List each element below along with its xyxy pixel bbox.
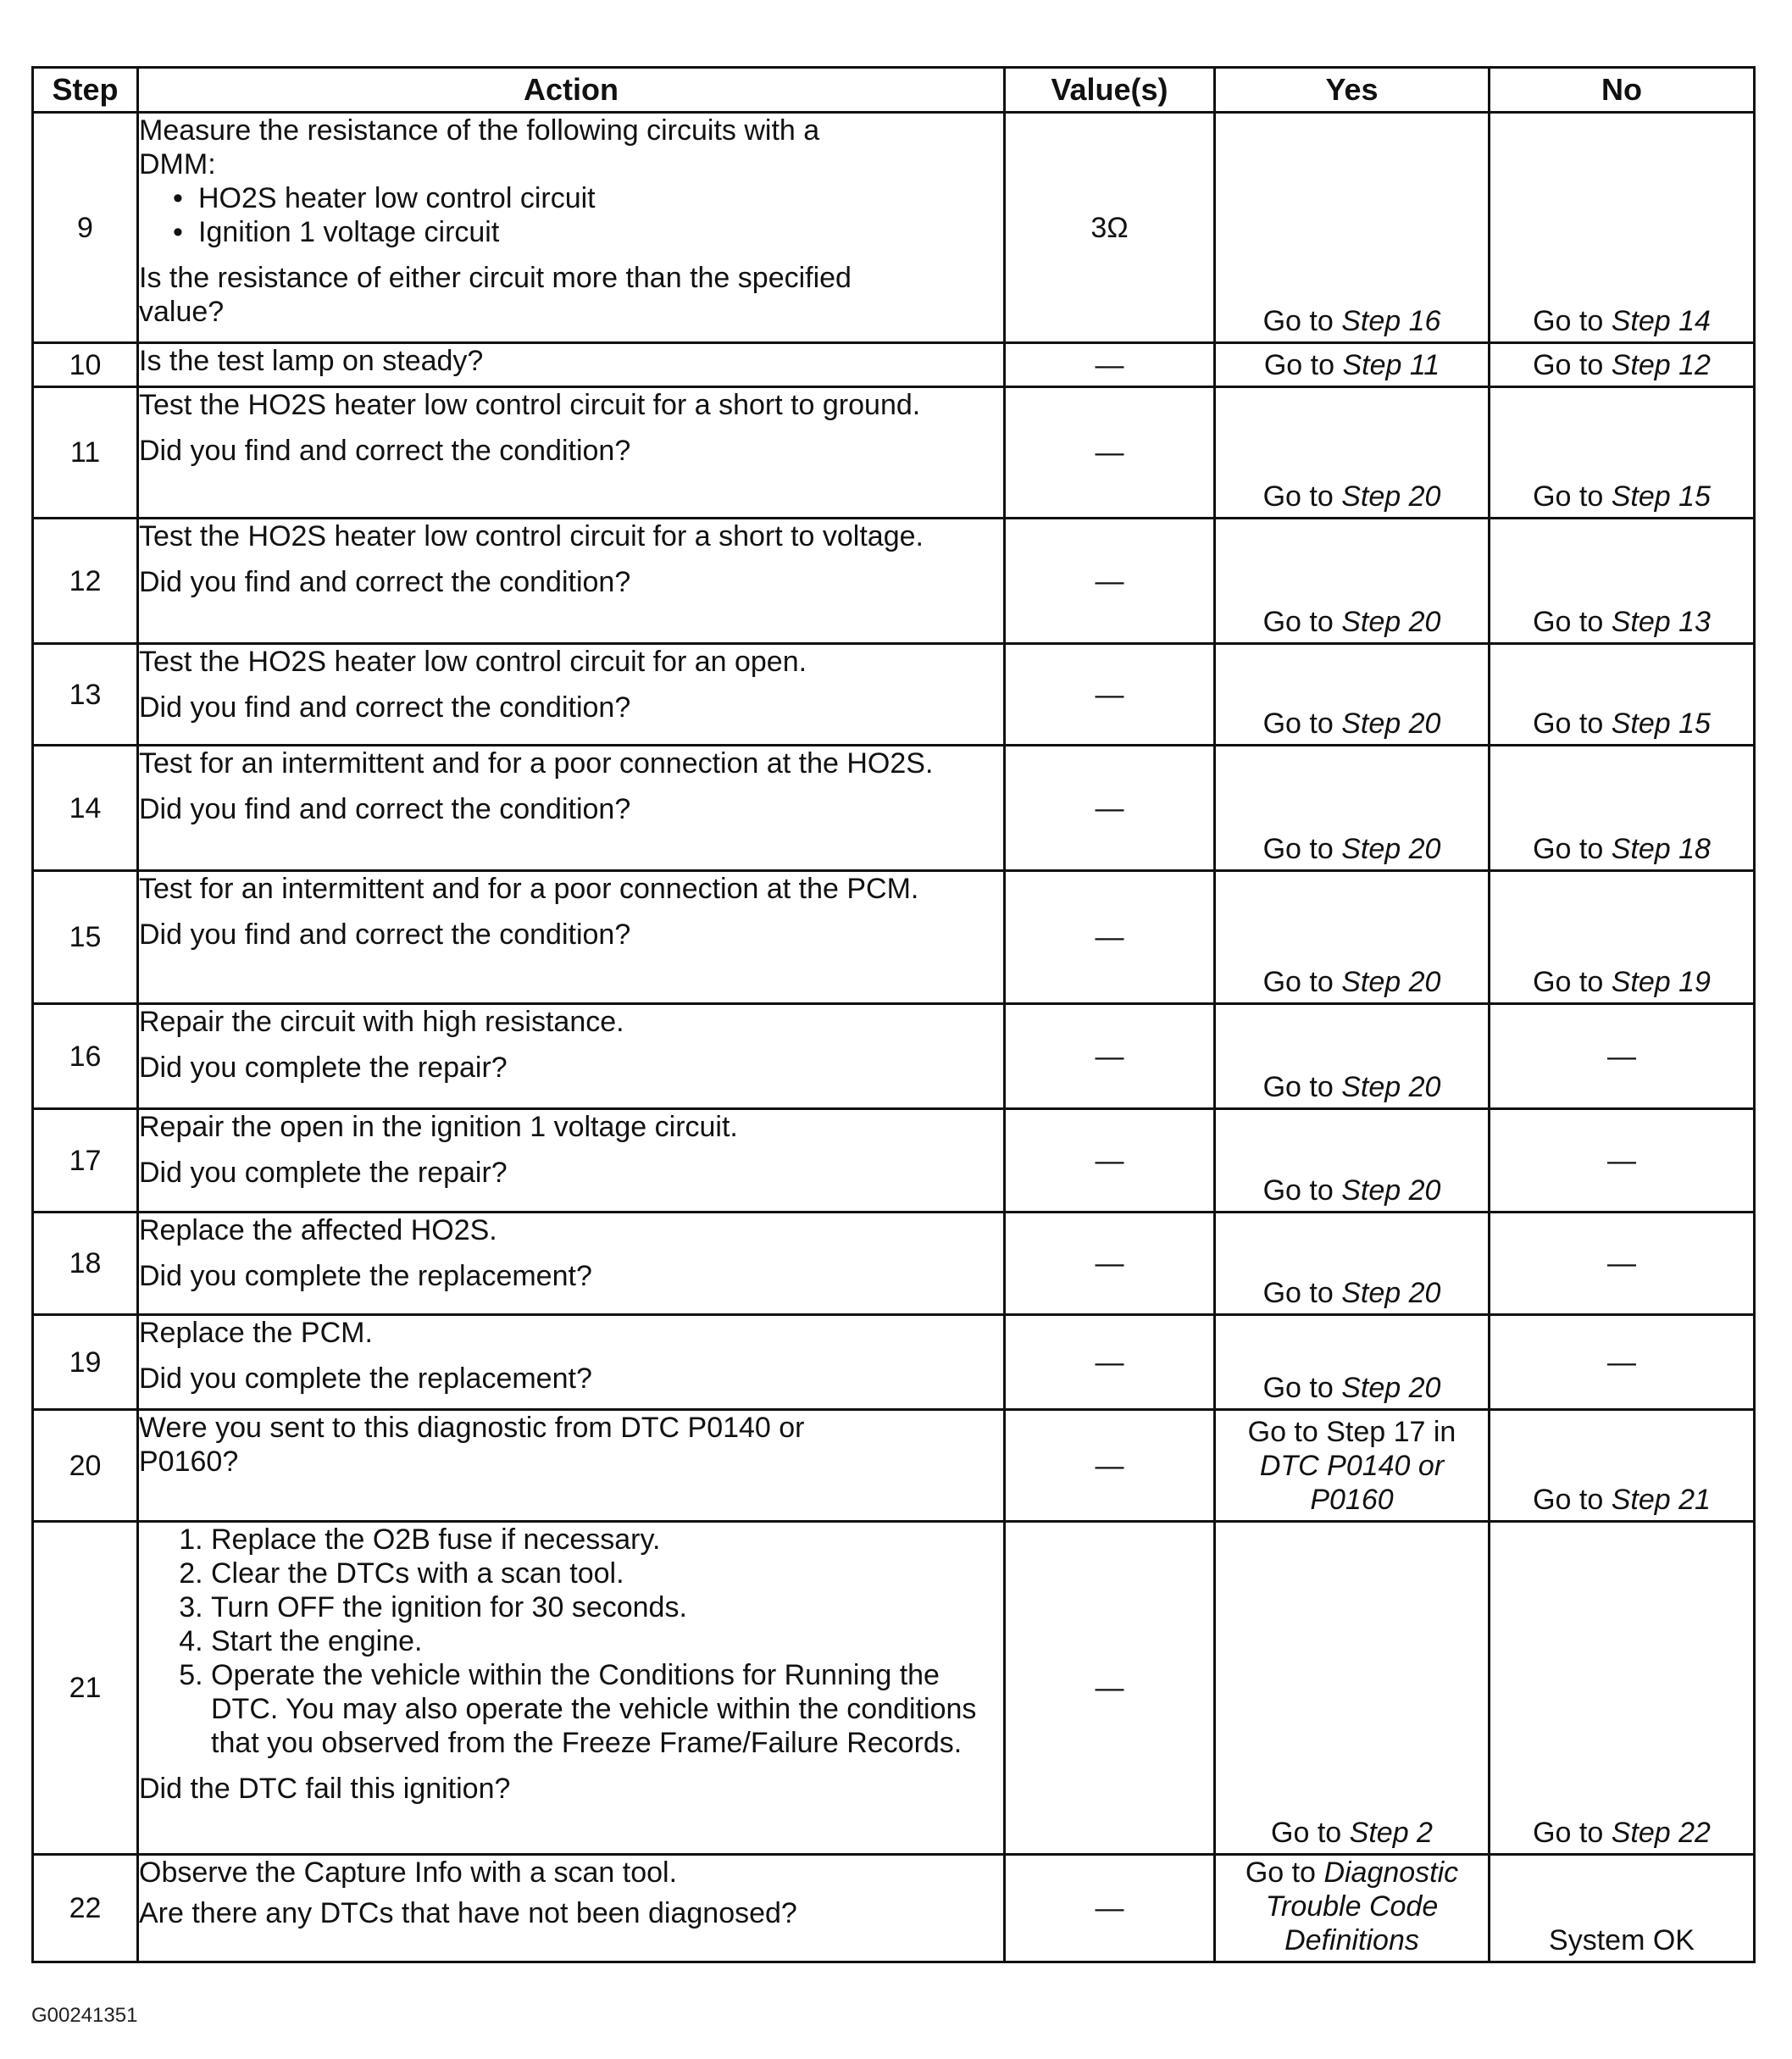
step-link[interactable]: Step 11 (1342, 349, 1440, 381)
no-cell: Go to Step 12 (1490, 343, 1755, 387)
value-cell: — (1005, 1004, 1215, 1109)
yes-cell: Go to Step 20 (1215, 644, 1490, 746)
action-question: Is the test lamp on steady? (139, 345, 484, 377)
action-cell (138, 1522, 1005, 1855)
header-values: Value(s) (1005, 68, 1215, 113)
step-number: 9 (33, 113, 138, 343)
yes-cell: Go to Step 20 (1215, 1004, 1490, 1109)
table-row (33, 871, 1755, 1004)
action-cell (138, 1410, 1005, 1522)
value-cell: — (1005, 1213, 1215, 1315)
table-row (33, 1315, 1755, 1410)
step-number: 13 (33, 644, 138, 746)
no-cell: Go to Step 13 (1490, 519, 1755, 644)
yes-cell: Go to Step 17 in DTC P0140 or P0160 (1215, 1410, 1490, 1522)
table-row (33, 1522, 1755, 1855)
step-link[interactable]: Step 15 (1611, 708, 1711, 740)
yes-cell: Go to Step 20 (1215, 746, 1490, 871)
action-cell (138, 871, 1005, 1004)
value-cell: — (1005, 1855, 1215, 1962)
yes-cell: Go to Step 20 (1215, 1213, 1490, 1315)
yes-cell: Go to Step 11 (1215, 343, 1490, 387)
action-steps (139, 1523, 1003, 1760)
value-cell: — (1005, 1109, 1215, 1213)
step-number: 15 (33, 871, 138, 1004)
action-intro: Observe the Capture Info with a scan tool. (139, 1856, 678, 1889)
table-row (33, 746, 1755, 871)
action-cell (138, 1109, 1005, 1213)
no-cell: — (1490, 1213, 1755, 1315)
action-question: Did you complete the replacement? (139, 1362, 592, 1395)
step-link[interactable]: Step 21 (1611, 1484, 1711, 1516)
step-link[interactable]: Step 20 (1341, 480, 1441, 513)
figure-code: G00241351 (31, 2004, 138, 2027)
step-link[interactable]: Step 19 (1611, 966, 1711, 998)
table-row (33, 1004, 1755, 1109)
action-cell (138, 113, 1005, 343)
action-question: Did you complete the repair? (139, 1157, 508, 1189)
action-question: Did you complete the replacement? (139, 1260, 592, 1292)
action-intro: Replace the affected HO2S. (139, 1214, 497, 1246)
action-intro: Repair the circuit with high resistance. (139, 1006, 624, 1038)
step-link[interactable]: Step 20 (1341, 1071, 1441, 1103)
value-cell: — (1005, 343, 1215, 387)
list-item: 4. Start the engine. (211, 1624, 1003, 1658)
no-cell: — (1490, 1315, 1755, 1410)
step-link[interactable]: Step 20 (1341, 1277, 1441, 1309)
step-link[interactable]: Step 20 (1341, 708, 1441, 740)
step-number: 16 (33, 1004, 138, 1109)
yes-cell: Go to Diagnostic Trouble Code Definitions (1215, 1855, 1490, 1962)
yes-cell: Go to Step 2 (1215, 1522, 1490, 1855)
value-cell: 3Ω (1005, 113, 1215, 343)
action-question: Did you find and correct the condition? (139, 793, 631, 825)
action-cell (138, 1213, 1005, 1315)
action-intro: Replace the PCM. (139, 1317, 373, 1349)
action-cell (138, 1855, 1005, 1962)
step-link[interactable]: Step 15 (1611, 480, 1711, 513)
header-no: No (1490, 68, 1755, 113)
table-row (33, 519, 1755, 644)
step-link[interactable]: Step 14 (1611, 305, 1711, 337)
no-cell: Go to Step 18 (1490, 746, 1755, 871)
action-question: Did you find and correct the condition? (139, 435, 631, 467)
table-row (33, 387, 1755, 519)
yes-cell: Go to Step 20 (1215, 387, 1490, 519)
list-item: 5. Operate the vehicle within the Conditions for Running the DTC. You may also operate the vehicle within the conditions that you observed from the Freeze Frame/Failure Records. (211, 1658, 1003, 1760)
action-intro: Repair the open in the ignition 1 voltage circuit. (139, 1111, 738, 1143)
action-intro: Test the HO2S heater low control circuit for an open. (139, 646, 807, 678)
step-number: 22 (33, 1855, 138, 1962)
value-cell: — (1005, 1315, 1215, 1410)
yes-cell: Go to Step 16 (1215, 113, 1490, 343)
value-cell: — (1005, 387, 1215, 519)
no-cell: — (1490, 1004, 1755, 1109)
value-cell: — (1005, 1410, 1215, 1522)
step-link[interactable]: Step 16 (1341, 305, 1441, 337)
table-row (33, 1855, 1755, 1962)
action-question: Are there any DTCs that have not been diagnosed? (139, 1897, 797, 1929)
table-row (33, 113, 1755, 343)
step-number: 19 (33, 1315, 138, 1410)
action-bullets (139, 181, 1003, 249)
diagnostic-table (31, 66, 1756, 1963)
value-cell: — (1005, 644, 1215, 746)
action-cell (138, 1004, 1005, 1109)
action-intro: Test the HO2S heater low control circuit for a short to ground. (139, 389, 921, 421)
step-link[interactable]: Diagnostic Trouble Code Definitions (1265, 1856, 1459, 1956)
action-question: Did you complete the repair? (139, 1052, 508, 1084)
list-item: • Ignition 1 voltage circuit (198, 215, 1003, 249)
step-link[interactable]: Step 20 (1341, 1372, 1441, 1404)
table-row (33, 343, 1755, 387)
step-link[interactable]: Step 13 (1611, 606, 1711, 638)
no-cell: System OK (1490, 1855, 1755, 1962)
value-cell: — (1005, 746, 1215, 871)
step-number: 18 (33, 1213, 138, 1315)
action-question: Is the resistance of either circuit more than the specified value? (139, 262, 852, 328)
action-question: Did the DTC fail this ignition? (139, 1773, 511, 1805)
step-number: 10 (33, 343, 138, 387)
table-header-row (33, 68, 1755, 113)
action-intro: Test for an intermittent and for a poor connection at the PCM. (139, 873, 919, 905)
no-cell: Go to Step 14 (1490, 113, 1755, 343)
action-cell (138, 343, 1005, 387)
value-cell: — (1005, 1522, 1215, 1855)
action-question: Did you find and correct the condition? (139, 691, 631, 724)
step-link[interactable]: Step 2 (1349, 1817, 1433, 1849)
no-cell: Go to Step 22 (1490, 1522, 1755, 1855)
step-link[interactable]: Step 18 (1611, 833, 1711, 865)
yes-cell: Go to Step 20 (1215, 871, 1490, 1004)
yes-cell: Go to Step 20 (1215, 1315, 1490, 1410)
table-row (33, 1109, 1755, 1213)
table-row (33, 644, 1755, 746)
value-cell: — (1005, 519, 1215, 644)
list-item: 2. Clear the DTCs with a scan tool. (211, 1557, 1003, 1590)
step-number: 21 (33, 1522, 138, 1855)
no-cell: — (1490, 1109, 1755, 1213)
action-cell (138, 746, 1005, 871)
step-link[interactable]: Step 20 (1341, 606, 1441, 638)
action-intro: Test for an intermittent and for a poor connection at the HO2S. (139, 747, 934, 780)
step-link[interactable]: DTC P0140 or P0160 (1259, 1450, 1445, 1516)
no-cell: Go to Step 21 (1490, 1410, 1755, 1522)
no-cell: Go to Step 19 (1490, 871, 1755, 1004)
step-number: 17 (33, 1109, 138, 1213)
list-item: 3. Turn OFF the ignition for 30 seconds. (211, 1590, 1003, 1624)
step-link[interactable]: Step 20 (1341, 833, 1441, 865)
list-item: • HO2S heater low control circuit (198, 181, 1003, 215)
yes-cell: Go to Step 20 (1215, 1109, 1490, 1213)
header-yes: Yes (1215, 68, 1490, 113)
header-action: Action (138, 68, 1005, 113)
step-number: 14 (33, 746, 138, 871)
action-cell (138, 387, 1005, 519)
step-link[interactable]: Step 20 (1341, 1174, 1441, 1207)
action-question: Did you find and correct the condition? (139, 566, 631, 598)
action-question: Did you find and correct the condition? (139, 919, 631, 951)
no-cell: Go to Step 15 (1490, 644, 1755, 746)
yes-cell: Go to Step 20 (1215, 519, 1490, 644)
step-link[interactable]: Step 12 (1611, 349, 1711, 381)
step-number: 20 (33, 1410, 138, 1522)
step-link[interactable]: Step 22 (1611, 1817, 1711, 1849)
action-cell (138, 644, 1005, 746)
value-cell: — (1005, 871, 1215, 1004)
action-cell (138, 1315, 1005, 1410)
action-intro: Test the HO2S heater low control circuit for a short to voltage. (139, 520, 924, 552)
step-link[interactable]: Step 20 (1341, 966, 1441, 998)
action-cell (138, 519, 1005, 644)
action-question: Were you sent to this diagnostic from DTC P0140 or P0160? (139, 1412, 805, 1478)
action-intro: Measure the resistance of the following circuits with a DMM: (139, 114, 820, 180)
step-number: 11 (33, 387, 138, 519)
list-item: 1. Replace the O2B fuse if necessary. (211, 1523, 1003, 1557)
header-step: Step (33, 68, 138, 113)
no-cell: Go to Step 15 (1490, 387, 1755, 519)
table-row (33, 1410, 1755, 1522)
table-row (33, 1213, 1755, 1315)
step-number: 12 (33, 519, 138, 644)
